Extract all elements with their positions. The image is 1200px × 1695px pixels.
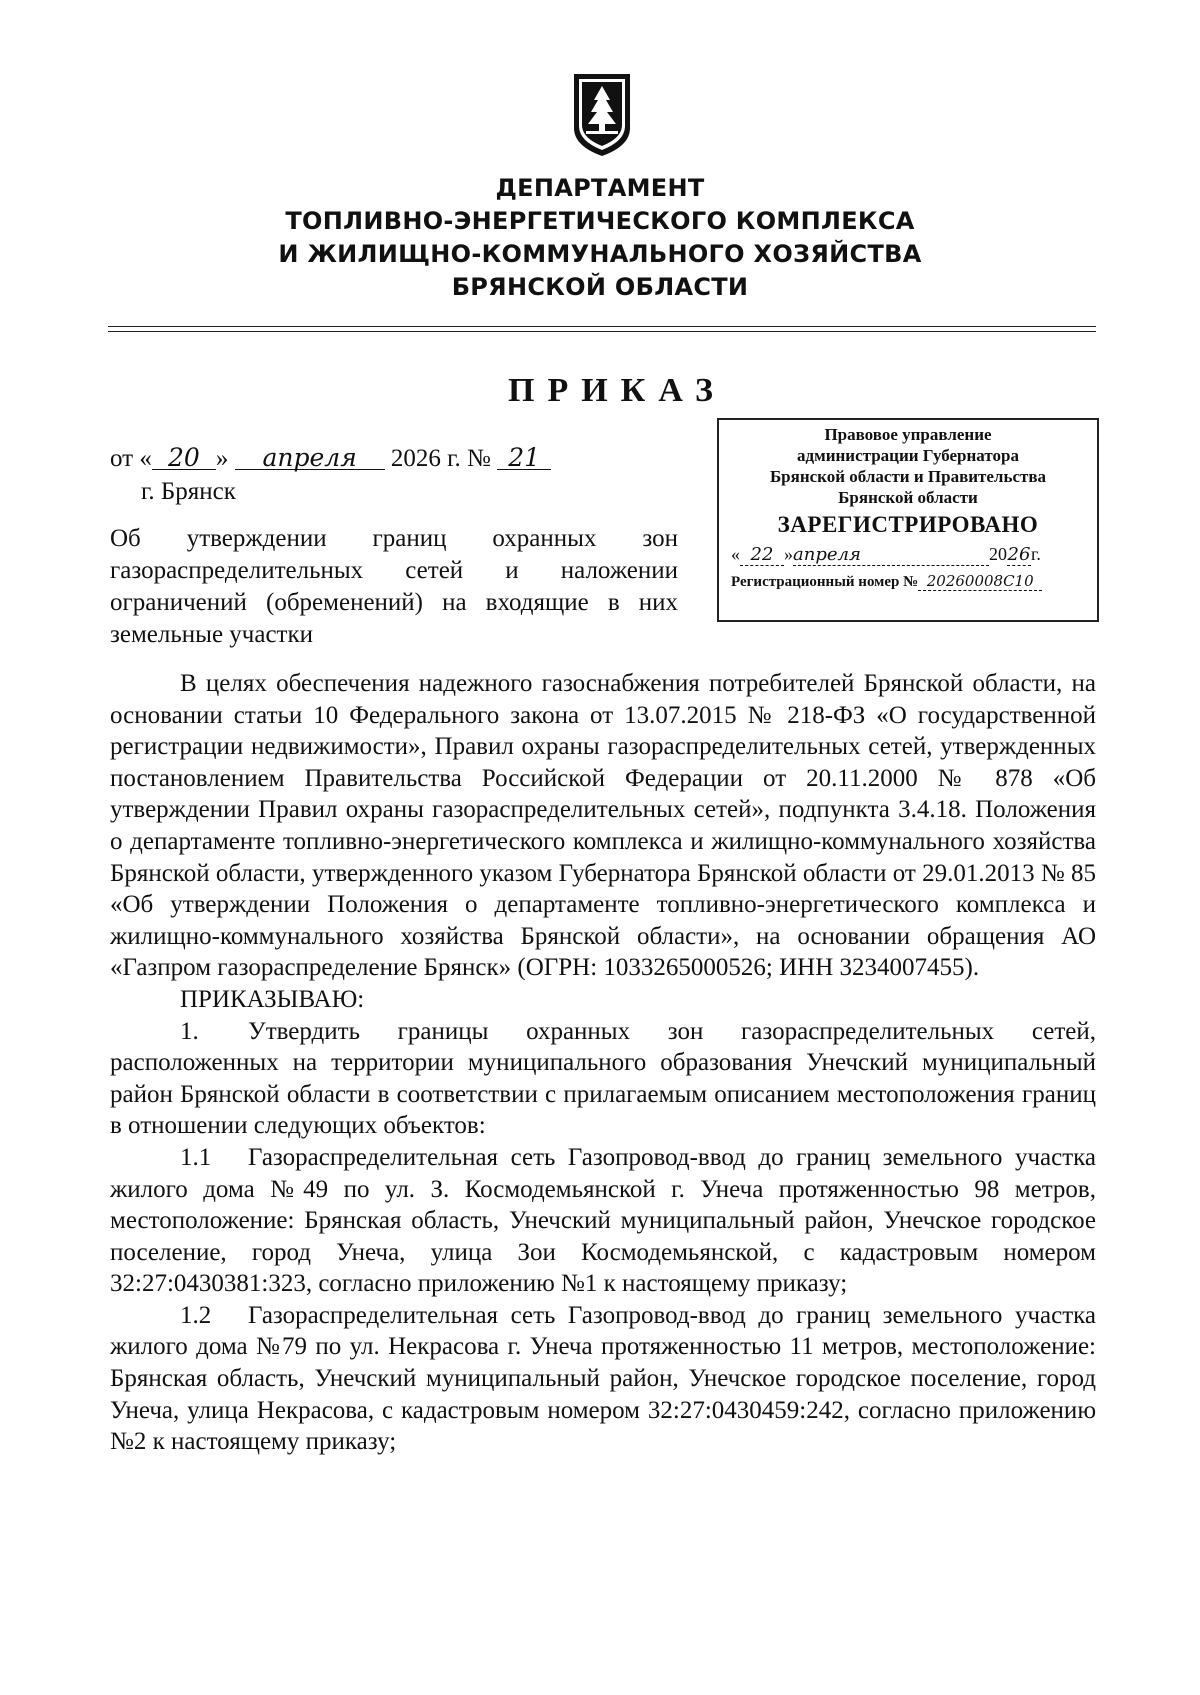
item-number: 1. [180, 1017, 199, 1045]
item-number: 1.2 [180, 1301, 212, 1329]
stamp-line-2: администрации Губернатора [797, 446, 1019, 465]
stamp-year-prefix: 20 [989, 544, 1007, 564]
stamp-line-1: Правовое управление [824, 425, 992, 444]
department-header [0, 172, 1200, 304]
stamp-reg-label: Регистрационный номер № [731, 574, 919, 590]
order-date-line [110, 445, 551, 473]
stamp-date-line [719, 544, 1097, 566]
item-text: Газораспределительная сеть Газопровод-ввод до границ земельного участка жилого дома №79 по ул. Некрасова г. Унеча протяженностью 11 метров, местоположение: Брянская область, Унечский муниципальный район, Унечское городское поселение, город Унеча, улица Некрасова, с кадастровым номером 32:27:0430459:242, согласно приложению №2 к настоящему приказу; [110, 1301, 1096, 1456]
list-item [110, 1142, 1096, 1300]
number-sign: № [467, 445, 491, 472]
item-text: Утвердить границы охранных зон газораспределительных сетей, расположенных на территории муниципального образования Унечский муниципальный район Брянской области в соответствии с прилагаемым описанием местоположения границ в отношении следующих объектов: [110, 1017, 1096, 1140]
order-city: г. Брянск [141, 478, 236, 505]
stamp-status: ЗАРЕГИСТРИРОВАНО [777, 512, 1039, 537]
stamp-year-suffix: 26 [1007, 544, 1031, 565]
order-close-quote: » [215, 445, 229, 472]
document-type-title: ПРИКАЗ [508, 372, 726, 409]
dept-line-4: БРЯНСКОЙ ОБЛАСТИ [451, 273, 749, 301]
list-item [110, 1300, 1096, 1458]
order-month: апреля [235, 447, 385, 470]
item-text: Газораспределительная сеть Газопровод-ввод до границ земельного участка жилого дома №49 по ул. З. Космодемьянской г. Унеча протяженностью 98 метров, местоположение: Брянская область, Унечский муниципальный район, Унечское городское поселение, город Унеча, улица Зои Космодемьянской, с кадастровым номером 32:27:0430381:323, согласно приложению №1 к настоящему приказу; [110, 1143, 1096, 1298]
intro-paragraph: В целях обеспечения надежного газоснабжения потребителей Брянской области, на основании статьи 10 Федерального закона от 13.07.2015 № 218-ФЗ «О государственной регистрации недвижимости», Правил охраны газораспределительных сетей, утвержденных постановлением Правительства Российской Федерации от 20.11.2000 № 878 «Об утверждении Правил охраны газораспределительных сетей», подпункта 3.4.18. Положения о департаменте топливно-энергетического комплекса и жилищно-коммунального хозяйства Брянской области, утвержденного указом Губернатора Брянской области от 29.01.2013 № 85 «Об утверждении Положения о департаменте топливно-энергетического комплекса и жилищно-коммунального хозяйства Брянской области», на основании обращения АО «Газпром газораспределение Брянск» (ОГРН: 1033265000526; ИНН 3234007455). [110, 670, 1096, 982]
registration-stamp [717, 418, 1099, 622]
stamp-month: апреля [793, 544, 989, 566]
stamp-line-3: Брянской области и Правительства [769, 467, 1047, 486]
dept-line-3: И ЖИЛИЩНО-КОММУНАЛЬНОГО ХОЗЯЙСТВА [278, 240, 922, 268]
stamp-reg-number: 20260008С10 [918, 572, 1042, 591]
order-day: 20 [152, 447, 216, 470]
dept-line-2: ТОПЛИВНО-ЭНЕРГЕТИЧЕСКОГО КОМПЛЕКСА [285, 207, 915, 235]
stamp-year-g: г. [1031, 544, 1041, 564]
stamp-close-quote: » [784, 544, 793, 564]
from-prefix: от « [110, 445, 152, 472]
dept-line-1: ДЕПАРТАМЕНТ [495, 174, 705, 202]
stamp-day: 22 [740, 544, 784, 566]
header-rule-bottom [108, 331, 1096, 332]
order-subject: Об утверждении границ охранных зон газораспределительных сетей и наложении ограничений (обременений) на входящие в них земельные участки [110, 525, 678, 648]
stamp-line-4: Брянской области [838, 488, 978, 507]
stamp-registration-line [719, 572, 1097, 591]
bryansk-coat-of-arms-icon [570, 70, 634, 160]
list-item [110, 1016, 1096, 1142]
stamp-open-quote: « [731, 544, 740, 564]
header-rule-top [108, 326, 1096, 327]
item-number: 1.1 [180, 1143, 212, 1171]
order-body [110, 668, 1096, 1458]
order-year: 2026 г. [390, 445, 461, 472]
order-number: 21 [497, 447, 551, 470]
order-word: ПРИКАЗЫВАЮ: [180, 985, 365, 1013]
